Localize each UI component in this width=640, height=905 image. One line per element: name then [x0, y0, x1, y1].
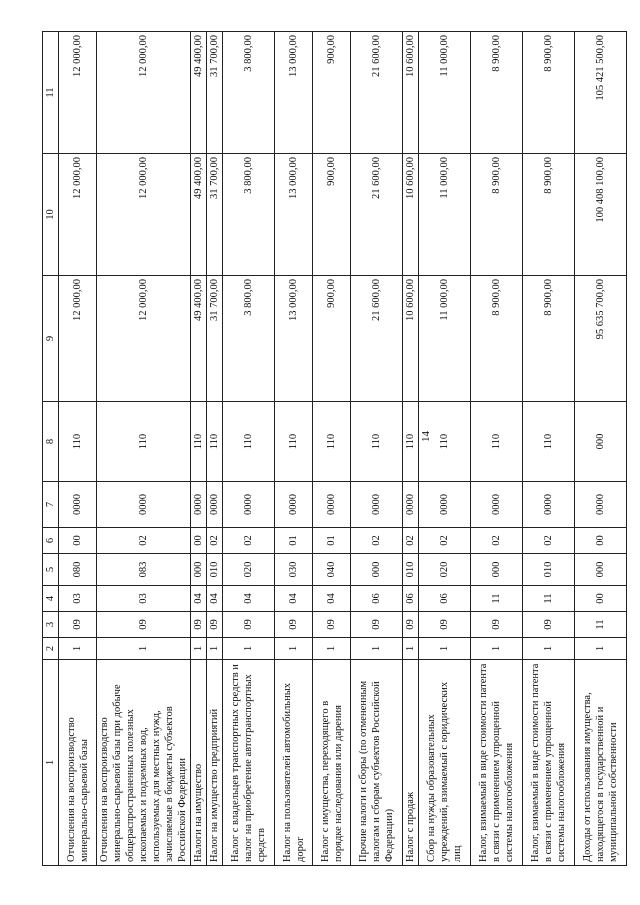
- code-cell: 1: [97, 638, 191, 660]
- code-cell: 03: [97, 586, 191, 612]
- row-name: Прочие налоги и сборы (по отмененным налогам и сборам субъектов Российской Федерации): [351, 660, 403, 866]
- amount-cell: 8 900,00: [471, 32, 523, 154]
- code-cell: 020: [223, 554, 275, 586]
- code-cell: 1: [471, 638, 523, 660]
- row-name: Налог на имущество предприятий: [207, 660, 223, 866]
- code-cell: 083: [97, 554, 191, 586]
- row-name: Доходы от использования имущества, находящегося в государственной и муниципальной собственности: [575, 660, 627, 866]
- amount-cell: 8 900,00: [471, 154, 523, 276]
- code-cell: 000: [575, 554, 627, 586]
- code-cell: 0000: [419, 482, 471, 528]
- amount-cell: 21 600,00: [351, 276, 403, 402]
- column-header: 7: [43, 482, 59, 528]
- amount-cell: 11 000,00: [419, 276, 471, 402]
- code-cell: 09: [471, 612, 523, 638]
- code-cell: 1: [59, 638, 97, 660]
- code-cell: 0000: [207, 482, 223, 528]
- amount-cell: 11 000,00: [419, 154, 471, 276]
- table-row: [471, 32, 523, 866]
- code-cell: 09: [207, 612, 223, 638]
- code-cell: 09: [313, 612, 351, 638]
- row-name: Налог с продаж: [403, 660, 419, 866]
- code-cell: 04: [207, 586, 223, 612]
- amount-cell: 21 600,00: [351, 32, 403, 154]
- amount-cell: 105 421 500,00: [575, 32, 627, 154]
- code-cell: 02: [223, 528, 275, 554]
- code-cell: 11: [471, 586, 523, 612]
- code-cell: 1: [275, 638, 313, 660]
- code-cell: 03: [59, 586, 97, 612]
- amount-cell: 12 000,00: [59, 154, 97, 276]
- code-cell: 06: [403, 586, 419, 612]
- table-row: [313, 32, 351, 866]
- amount-cell: 12 000,00: [97, 154, 191, 276]
- code-cell: 1: [313, 638, 351, 660]
- code-cell: 0000: [223, 482, 275, 528]
- code-cell: 1: [523, 638, 575, 660]
- table-row: [223, 32, 275, 866]
- code-cell: 09: [523, 612, 575, 638]
- code-cell: 000: [191, 554, 207, 586]
- code-cell: 09: [403, 612, 419, 638]
- code-cell: 00: [59, 528, 97, 554]
- code-cell: 110: [191, 402, 207, 482]
- page-number: 14: [420, 431, 432, 442]
- code-cell: 00: [191, 528, 207, 554]
- code-cell: 080: [59, 554, 97, 586]
- column-header: 6: [43, 528, 59, 554]
- code-cell: 0000: [275, 482, 313, 528]
- amount-cell: 8 900,00: [523, 154, 575, 276]
- code-cell: 02: [97, 528, 191, 554]
- column-header: 8: [43, 402, 59, 482]
- code-cell: 0000: [403, 482, 419, 528]
- code-cell: 110: [419, 402, 471, 482]
- row-name: Налог на пользователей автомобильных дорог: [275, 660, 313, 866]
- code-cell: 1: [207, 638, 223, 660]
- code-cell: 1: [191, 638, 207, 660]
- amount-cell: 95 635 700,00: [575, 276, 627, 402]
- code-cell: 000: [471, 554, 523, 586]
- amount-cell: 12 000,00: [97, 276, 191, 402]
- code-cell: 06: [419, 586, 471, 612]
- amount-cell: 49 400,00: [191, 154, 207, 276]
- code-cell: 0000: [59, 482, 97, 528]
- amount-cell: 10 600,00: [403, 276, 419, 402]
- row-name: Налог с имущества, переходящего в порядке наследования или дарения: [313, 660, 351, 866]
- amount-cell: 21 600,00: [351, 154, 403, 276]
- budget-revenue-table: [42, 31, 627, 866]
- table-row: [97, 32, 191, 866]
- code-cell: 110: [223, 402, 275, 482]
- table-row: [191, 32, 207, 866]
- code-cell: 02: [471, 528, 523, 554]
- code-cell: 110: [207, 402, 223, 482]
- code-cell: 09: [97, 612, 191, 638]
- code-cell: 110: [313, 402, 351, 482]
- code-cell: 02: [523, 528, 575, 554]
- amount-cell: 10 600,00: [403, 154, 419, 276]
- code-cell: 11: [523, 586, 575, 612]
- amount-cell: 3 800,00: [223, 154, 275, 276]
- row-name: Налог с владельцев транспортных средств и налог на приобретение автотранспортных средств: [223, 660, 275, 866]
- code-cell: 110: [59, 402, 97, 482]
- amount-cell: 3 800,00: [223, 276, 275, 402]
- amount-cell: 31 700,00: [207, 276, 223, 402]
- amount-cell: 8 900,00: [523, 32, 575, 154]
- code-cell: 01: [313, 528, 351, 554]
- table-row: [207, 32, 223, 866]
- code-cell: 11: [575, 612, 627, 638]
- amount-cell: 13 000,00: [275, 154, 313, 276]
- amount-cell: 12 000,00: [97, 32, 191, 154]
- code-cell: 02: [419, 528, 471, 554]
- table-row: [351, 32, 403, 866]
- amount-cell: 900,00: [313, 32, 351, 154]
- amount-cell: 100 408 100,00: [575, 154, 627, 276]
- code-cell: 040: [313, 554, 351, 586]
- row-name: Налог, взимаемый в виде стоимости патента в связи с применением упрощенной системы налогообложения: [523, 660, 575, 866]
- code-cell: 010: [403, 554, 419, 586]
- header-row: [43, 32, 59, 866]
- column-header: 9: [43, 276, 59, 402]
- code-cell: 1: [419, 638, 471, 660]
- amount-cell: 31 700,00: [207, 154, 223, 276]
- code-cell: 00: [575, 586, 627, 612]
- code-cell: 02: [403, 528, 419, 554]
- code-cell: 0000: [523, 482, 575, 528]
- code-cell: 1: [403, 638, 419, 660]
- column-header: 3: [43, 612, 59, 638]
- code-cell: 1: [351, 638, 403, 660]
- code-cell: 01: [275, 528, 313, 554]
- code-cell: 09: [59, 612, 97, 638]
- code-cell: 1: [575, 638, 627, 660]
- column-header: 1: [43, 660, 59, 866]
- amount-cell: 49 400,00: [191, 276, 207, 402]
- amount-cell: 49 400,00: [191, 32, 207, 154]
- code-cell: 110: [351, 402, 403, 482]
- amount-cell: 8 900,00: [523, 276, 575, 402]
- code-cell: 110: [97, 402, 191, 482]
- amount-cell: 31 700,00: [207, 32, 223, 154]
- code-cell: 0000: [575, 482, 627, 528]
- code-cell: 09: [191, 612, 207, 638]
- table-row: [419, 32, 471, 866]
- row-name: Сбор на нужды образовательных учреждений, взимаемый с юридических лиц: [419, 660, 471, 866]
- column-header: 10: [43, 154, 59, 276]
- amount-cell: 900,00: [313, 154, 351, 276]
- code-cell: 04: [223, 586, 275, 612]
- code-cell: 0000: [471, 482, 523, 528]
- code-cell: 110: [403, 402, 419, 482]
- row-name: Налог, взимаемый в виде стоимости патента в связи с применением упрощенной системы налогообложения: [471, 660, 523, 866]
- column-header: 11: [43, 32, 59, 154]
- amount-cell: 8 900,00: [471, 276, 523, 402]
- code-cell: 010: [207, 554, 223, 586]
- code-cell: 000: [575, 402, 627, 482]
- code-cell: 06: [351, 586, 403, 612]
- table-row: [575, 32, 627, 866]
- code-cell: 1: [223, 638, 275, 660]
- code-cell: 030: [275, 554, 313, 586]
- code-cell: 09: [223, 612, 275, 638]
- row-name: Отчисления на воспроизводство минерально-сырьевой базы: [59, 660, 97, 866]
- code-cell: 02: [351, 528, 403, 554]
- code-cell: 020: [419, 554, 471, 586]
- column-header: 2: [43, 638, 59, 660]
- table-row: [275, 32, 313, 866]
- code-cell: 09: [351, 612, 403, 638]
- code-cell: 09: [419, 612, 471, 638]
- amount-cell: 3 800,00: [223, 32, 275, 154]
- code-cell: 09: [275, 612, 313, 638]
- amount-cell: 900,00: [313, 276, 351, 402]
- table-row: [59, 32, 97, 866]
- code-cell: 110: [523, 402, 575, 482]
- amount-cell: 13 000,00: [275, 32, 313, 154]
- rotated-document: [42, 32, 622, 866]
- code-cell: 000: [351, 554, 403, 586]
- code-cell: 04: [275, 586, 313, 612]
- amount-cell: 13 000,00: [275, 276, 313, 402]
- code-cell: 0000: [97, 482, 191, 528]
- code-cell: 04: [191, 586, 207, 612]
- table-row: [403, 32, 419, 866]
- code-cell: 0000: [313, 482, 351, 528]
- code-cell: 00: [575, 528, 627, 554]
- code-cell: 110: [471, 402, 523, 482]
- amount-cell: 10 600,00: [403, 32, 419, 154]
- table-row: [523, 32, 575, 866]
- code-cell: 0000: [351, 482, 403, 528]
- row-name: Отчисления на воспроизводство минерально-сырьевой базы при добыче общераспространенных полезных ископаемых и подземных вод, используемых для местных нужд, зачисляемые в бюджеты субъектов Российской Федерации: [97, 660, 191, 866]
- code-cell: 110: [275, 402, 313, 482]
- code-cell: 04: [313, 586, 351, 612]
- row-name: Налоги на имущество: [191, 660, 207, 866]
- amount-cell: 12 000,00: [59, 276, 97, 402]
- column-header: 4: [43, 586, 59, 612]
- amount-cell: 11 000,00: [419, 32, 471, 154]
- code-cell: 02: [207, 528, 223, 554]
- column-header: 5: [43, 554, 59, 586]
- amount-cell: 12 000,00: [59, 32, 97, 154]
- code-cell: 0000: [191, 482, 207, 528]
- code-cell: 010: [523, 554, 575, 586]
